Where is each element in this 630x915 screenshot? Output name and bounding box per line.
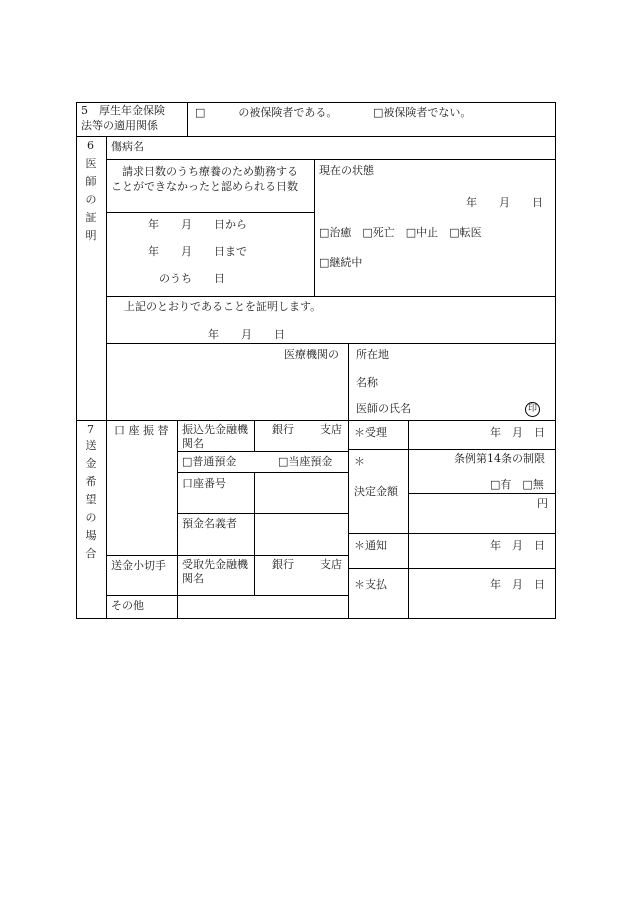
account-holder-label: 預金名義者 bbox=[182, 517, 237, 530]
rule bbox=[408, 493, 556, 494]
rule bbox=[106, 136, 107, 618]
received-label: ＊受理 bbox=[354, 426, 387, 439]
section5-label-line1: 5 厚生年金保険 bbox=[81, 104, 165, 117]
ordinance-limit-label: 条例第14条の制限 bbox=[454, 452, 545, 465]
claim-days-label: 請求日数のうち療養のため勤務することができなかったと認められる日数 bbox=[111, 165, 298, 193]
rule bbox=[177, 451, 348, 452]
insured-checkbox-option[interactable]: □ の被保険者である。 bbox=[195, 106, 338, 119]
rule bbox=[187, 102, 188, 136]
section7-number: 7 bbox=[87, 423, 94, 436]
rule bbox=[76, 102, 556, 103]
limit-yes-no-options[interactable]: □有 □無 bbox=[490, 478, 544, 491]
rule bbox=[106, 296, 556, 297]
rule bbox=[348, 343, 349, 618]
current-deposit-checkbox[interactable]: □当座預金 bbox=[278, 455, 333, 468]
transfer-bank-suffix: 銀行 bbox=[272, 423, 294, 436]
rule bbox=[314, 159, 315, 296]
section7-title: 送金希望の場合 bbox=[85, 439, 97, 560]
rule bbox=[106, 212, 314, 213]
certification-date: 年 月 日 bbox=[208, 328, 285, 341]
received-date: 年 月 日 bbox=[490, 426, 545, 439]
rule bbox=[76, 136, 556, 137]
account-transfer-label: 口 座 振 替 bbox=[114, 424, 169, 437]
notice-label: ＊通知 bbox=[354, 539, 387, 552]
rule bbox=[177, 420, 178, 618]
rule bbox=[177, 513, 348, 514]
period-to: 年 月 日まで bbox=[148, 245, 247, 258]
rule bbox=[254, 420, 255, 451]
rule bbox=[106, 555, 348, 556]
account-number-label: 口座番号 bbox=[182, 477, 226, 490]
institution-name-label: 名称 bbox=[356, 376, 378, 389]
current-status-label: 現在の状態 bbox=[319, 164, 374, 177]
rule bbox=[254, 555, 255, 595]
rule bbox=[408, 420, 409, 618]
rule bbox=[76, 618, 556, 619]
rule bbox=[555, 102, 556, 619]
rule bbox=[348, 449, 556, 450]
status-options[interactable]: □治癒 □死亡 □中止 □転医 bbox=[319, 226, 482, 239]
rule bbox=[76, 102, 77, 619]
payment-label: ＊支払 bbox=[354, 578, 387, 591]
rule bbox=[76, 420, 556, 421]
receiving-branch-suffix: 支店 bbox=[320, 558, 342, 571]
rule bbox=[177, 472, 348, 473]
period-from: 年 月 日から bbox=[148, 218, 247, 231]
medical-institution-label: 医療機関の bbox=[284, 348, 339, 361]
rule bbox=[348, 533, 556, 534]
section6-title: 医師の証明 bbox=[85, 157, 97, 242]
rule bbox=[106, 159, 556, 160]
rule bbox=[254, 472, 255, 555]
not-insured-checkbox-option[interactable]: □被保険者でない。 bbox=[373, 106, 472, 119]
rule bbox=[106, 343, 556, 344]
receiving-bank-label: 受取先金融機関名 bbox=[182, 558, 248, 585]
status-date: 年 月 日 bbox=[466, 196, 543, 209]
ordinary-deposit-checkbox[interactable]: □普通預金 bbox=[182, 455, 237, 468]
certification-statement: 上記のとおりであることを証明します。 bbox=[124, 300, 322, 313]
section6-number: 6 bbox=[87, 139, 94, 152]
payment-date: 年 月 日 bbox=[490, 578, 545, 591]
yen-unit: 円 bbox=[537, 497, 548, 510]
receiving-bank-suffix: 銀行 bbox=[272, 558, 294, 571]
rule bbox=[348, 568, 556, 569]
address-label: 所在地 bbox=[356, 348, 389, 361]
notice-date: 年 月 日 bbox=[490, 539, 545, 552]
days-of-which: のうち 日 bbox=[159, 272, 225, 285]
transfer-bank-label: 振込先金融機関名 bbox=[182, 423, 248, 450]
doctor-name-label: 医師の氏名 bbox=[356, 402, 411, 415]
status-continuing-option[interactable]: □継続中 bbox=[319, 256, 363, 269]
rule bbox=[106, 595, 348, 596]
disease-name-label: 傷病名 bbox=[111, 140, 144, 153]
other-label: その他 bbox=[111, 599, 144, 612]
section5-label-line2: 法等の適用関係 bbox=[81, 119, 158, 132]
decided-mark: ＊ bbox=[354, 455, 365, 468]
remittance-check-label: 送金小切手 bbox=[111, 559, 166, 572]
decided-amount-label: 決定金額 bbox=[354, 485, 398, 498]
transfer-branch-suffix: 支店 bbox=[320, 423, 342, 436]
seal-icon: 印 bbox=[525, 402, 540, 417]
